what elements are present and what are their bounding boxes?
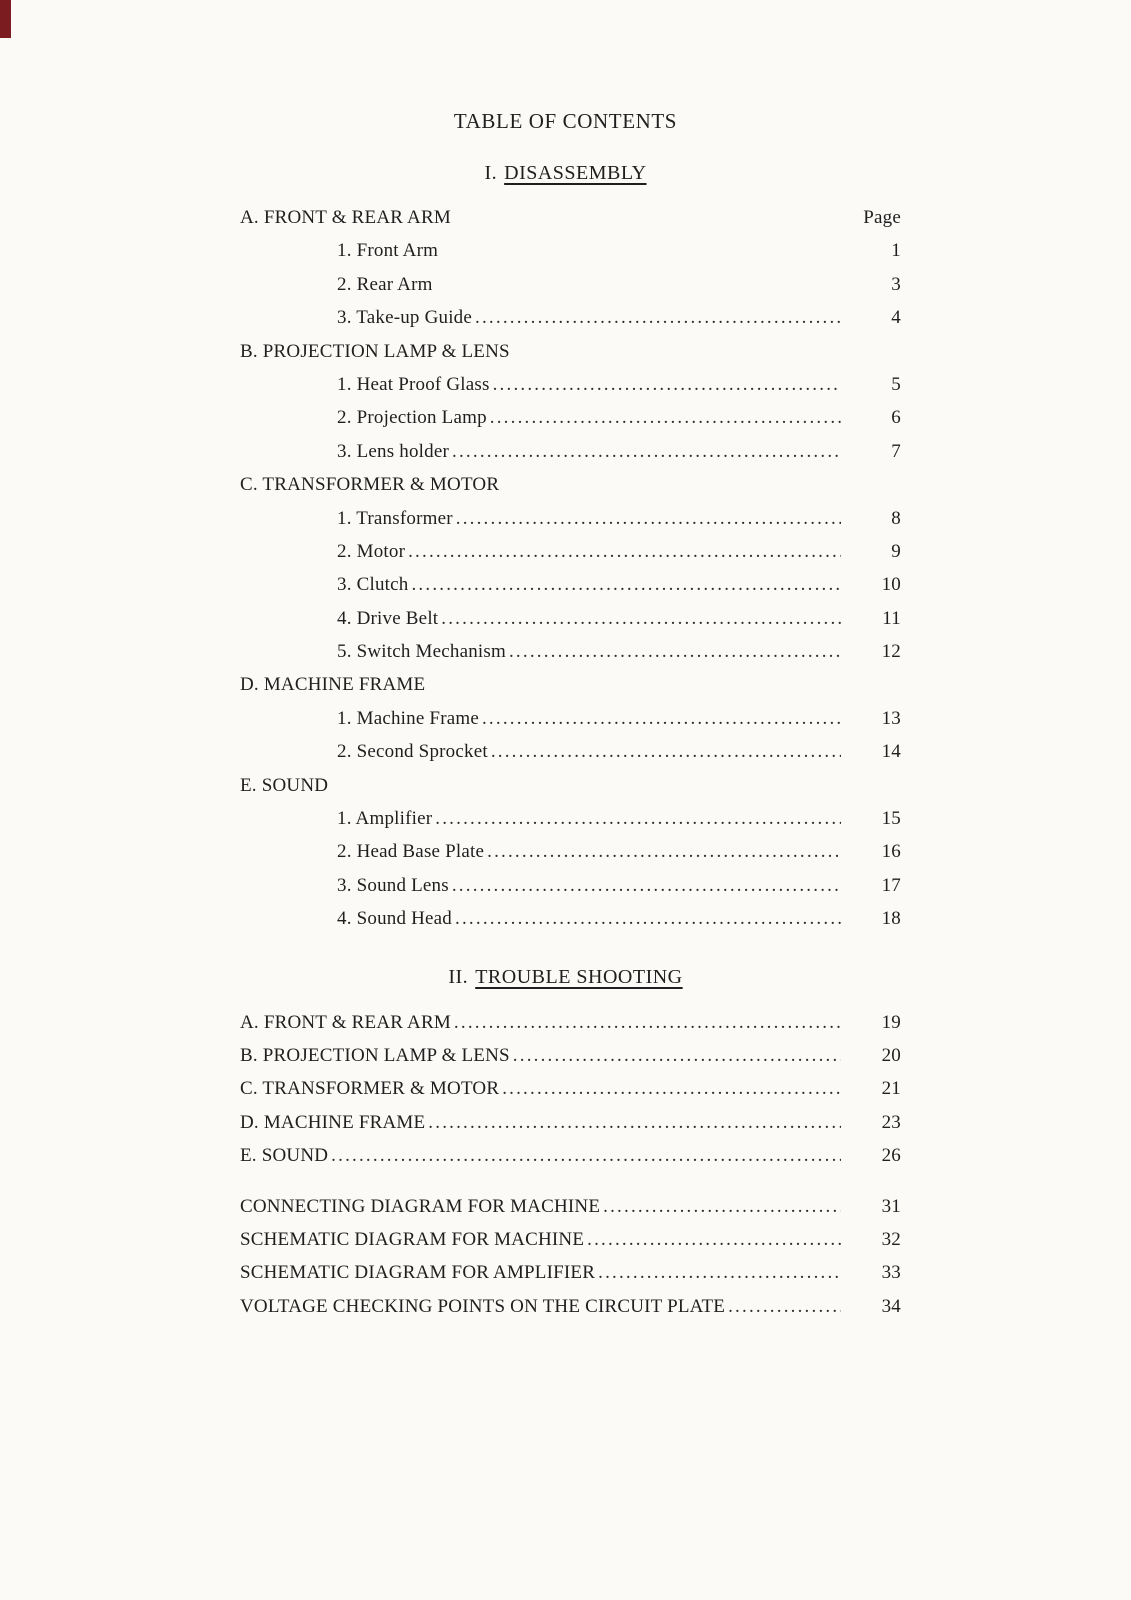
dot-leader: [482, 702, 841, 735]
dot-leader: [435, 802, 841, 835]
dot-leader: [452, 869, 841, 902]
toc-entry-page: 15: [881, 808, 901, 830]
toc-entry-label: 1. Heat Proof Glass: [337, 373, 490, 395]
toc-group-label: A. FRONT & REAR ARM: [240, 207, 451, 228]
toc-entry: [240, 268, 901, 301]
toc-entry: [240, 368, 901, 401]
toc-entry-page: 32: [881, 1228, 901, 1250]
toc-entry-label: 4. Drive Belt: [337, 607, 439, 629]
section-2-title: TROUBLE SHOOTING: [475, 965, 683, 988]
toc-entry-label: B. PROJECTION LAMP & LENS: [240, 1044, 510, 1066]
toc-entry-page: 16: [881, 841, 901, 863]
section-1-title: DISASSEMBLY: [504, 162, 647, 184]
toc-entry-page: 1: [891, 240, 901, 262]
toc-group-d: [240, 668, 901, 701]
toc-entry: [240, 835, 901, 868]
toc-entry-label: D. MACHINE FRAME: [240, 1111, 426, 1133]
section-1-heading: [0, 162, 1131, 184]
toc-entry: [240, 802, 901, 835]
dot-leader: [587, 1223, 841, 1256]
toc-entry-page: 13: [881, 707, 901, 729]
toc-entry: [240, 1039, 901, 1072]
dot-leader: [490, 401, 841, 434]
toc-entry-page: 17: [881, 874, 901, 896]
section-2-heading: [0, 966, 1131, 988]
toc-group-c: [240, 468, 901, 501]
toc-entry-label: VOLTAGE CHECKING POINTS ON THE CIRCUIT PLATE: [240, 1295, 726, 1317]
toc-entry: [240, 702, 901, 735]
dot-leader: [411, 568, 841, 601]
toc-entry-label: 2. Head Base Plate: [337, 841, 485, 863]
toc-entry: [240, 869, 901, 902]
dot-leader: [441, 602, 841, 635]
toc-entry-label: 2. Motor: [337, 540, 406, 562]
toc-entry-label: 4. Sound Head: [337, 908, 453, 930]
toc-entry: [240, 1256, 901, 1289]
dot-leader: [456, 502, 841, 535]
toc-section-diagrams: [240, 1190, 901, 1324]
toc-entry-label: 1. Transformer: [337, 507, 453, 529]
dot-leader: [454, 1006, 841, 1039]
toc-entry: [240, 535, 901, 568]
page-column-label: Page: [863, 207, 901, 228]
scan-edge-mark: [0, 0, 11, 38]
toc-entry-label: 3. Lens holder: [337, 440, 450, 462]
toc-group-label: B. PROJECTION LAMP & LENS: [240, 340, 510, 362]
toc-entry-page: 11: [882, 607, 901, 629]
toc-entry-page: 21: [881, 1078, 901, 1100]
toc-group-e: [240, 769, 901, 802]
toc-entry: [240, 401, 901, 434]
dot-leader: [428, 1106, 841, 1139]
page-title: TABLE OF CONTENTS: [453, 109, 678, 133]
dot-leader: [331, 1139, 841, 1172]
toc-group-b: [240, 335, 901, 368]
toc-entry: [240, 1190, 901, 1223]
toc-entry: [240, 1223, 901, 1256]
toc-section-trouble-shooting: [240, 1006, 901, 1173]
dot-leader: [502, 1072, 841, 1105]
toc-entry-label: 3. Clutch: [337, 574, 409, 596]
dot-leader: [408, 535, 841, 568]
toc-group-label: D. MACHINE FRAME: [240, 674, 426, 696]
toc-entry: [240, 1072, 901, 1105]
toc-entry: [240, 301, 901, 334]
toc-entry-page: 7: [891, 440, 901, 462]
toc-entry-page: 33: [881, 1262, 901, 1284]
toc-entry-page: 20: [881, 1044, 901, 1066]
toc-entry-page: 12: [881, 641, 901, 663]
toc-entry-label: 1. Amplifier: [337, 808, 433, 830]
dot-leader: [493, 368, 841, 401]
dot-leader: [598, 1256, 841, 1289]
toc-entry: [240, 568, 901, 601]
toc-entry-label: 5. Switch Mechanism: [337, 641, 506, 663]
dot-leader: [509, 635, 841, 668]
toc-entry-page: 14: [881, 741, 901, 763]
toc-entry-label: C. TRANSFORMER & MOTOR: [240, 1078, 500, 1100]
dot-leader: [452, 435, 841, 468]
toc-entry-label: 3. Take-up Guide: [337, 307, 473, 329]
toc-group-label: E. SOUND: [240, 774, 329, 796]
toc-entry: [240, 1290, 901, 1323]
toc-entry-page: 18: [881, 908, 901, 930]
toc-entry-label: 2. Rear Arm: [337, 273, 433, 295]
dot-leader: [475, 301, 841, 334]
toc-entry-page: 5: [891, 373, 901, 395]
section-1-number: I.: [484, 162, 498, 184]
toc-entry-page: 3: [891, 273, 901, 295]
toc-entry: [240, 635, 901, 668]
toc-entry-label: SCHEMATIC DIAGRAM FOR AMPLIFIER: [240, 1262, 596, 1284]
dot-leader: [728, 1290, 841, 1323]
toc-entry: [240, 435, 901, 468]
toc-entry: [240, 602, 901, 635]
toc-entry-page: 6: [891, 407, 901, 429]
toc-entry-label: A. FRONT & REAR ARM: [240, 1011, 451, 1033]
toc-entry-page: 31: [881, 1195, 901, 1217]
toc-entry: [240, 1006, 901, 1039]
toc-group-label: C. TRANSFORMER & MOTOR: [240, 474, 500, 496]
toc-entry-page: 10: [881, 574, 901, 596]
toc-entry-page: 9: [891, 540, 901, 562]
dot-leader: [603, 1190, 841, 1223]
toc-entry-label: 2. Second Sprocket: [337, 741, 488, 763]
toc-entry: [240, 1106, 901, 1139]
section-2-number: II.: [448, 965, 469, 988]
dot-leader: [513, 1039, 841, 1072]
toc-entry-label: 3. Sound Lens: [337, 874, 449, 896]
toc-entry-page: 19: [881, 1011, 901, 1033]
toc-entry-page: 4: [891, 307, 901, 329]
toc-entry: [240, 234, 901, 267]
toc-entry-page: 26: [881, 1145, 901, 1167]
toc-entry-label: SCHEMATIC DIAGRAM FOR MACHINE: [240, 1228, 585, 1250]
toc-entry-label: 1. Front Arm: [337, 240, 439, 262]
toc-entry: [240, 1139, 901, 1172]
dot-leader: [491, 735, 841, 768]
toc-entry-page: 34: [881, 1295, 901, 1317]
toc-entry: [240, 502, 901, 535]
toc-entry-label: 1. Machine Frame: [337, 707, 479, 729]
toc-entry: [240, 735, 901, 768]
toc-entry-page: 23: [881, 1111, 901, 1133]
toc-entry-page: 8: [891, 507, 901, 529]
toc-group-a: [240, 201, 901, 234]
toc-entry-label: CONNECTING DIAGRAM FOR MACHINE: [240, 1195, 601, 1217]
dot-leader: [455, 902, 841, 935]
toc-entry-label: E. SOUND: [240, 1145, 329, 1167]
toc-section-disassembly: [240, 201, 901, 936]
toc-entry-label: 2. Projection Lamp: [337, 407, 487, 429]
dot-leader: [487, 835, 841, 868]
toc-entry: [240, 902, 901, 935]
